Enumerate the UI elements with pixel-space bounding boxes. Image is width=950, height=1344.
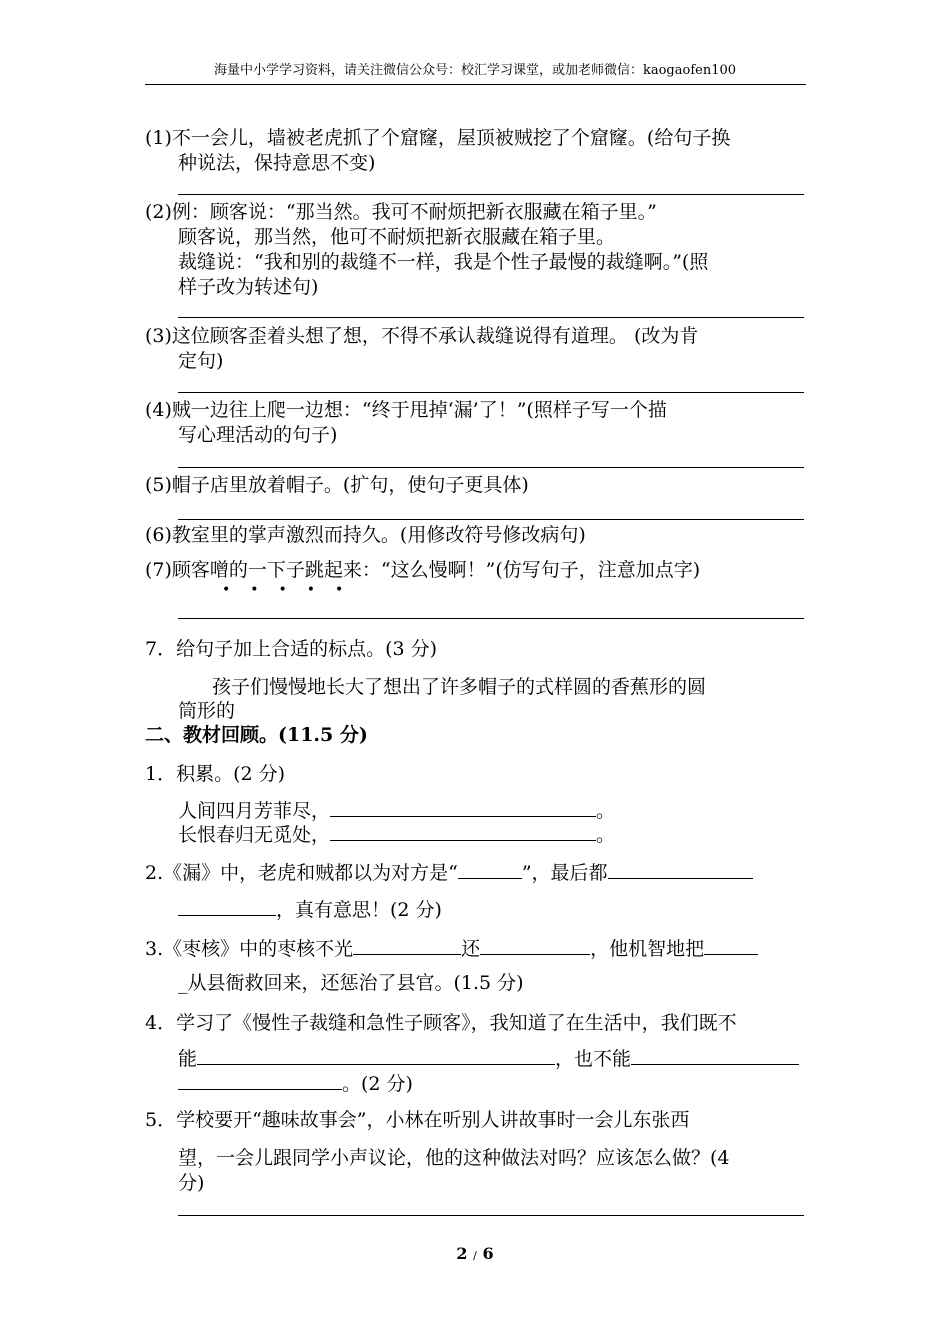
s2-q4-line1: 4．学习了《慢性子裁缝和急性子顾客》，我知道了在生活中，我们既不 bbox=[145, 1012, 737, 1034]
fill-blank[interactable] bbox=[178, 897, 276, 916]
s2-q1-line2 bbox=[178, 822, 615, 847]
answer-line[interactable] bbox=[178, 392, 804, 393]
fill-blank[interactable] bbox=[704, 936, 758, 955]
q3-text-c: ，他机智地把 bbox=[590, 938, 705, 960]
answer-line[interactable] bbox=[178, 1215, 804, 1216]
s2-q4-line2 bbox=[178, 1046, 799, 1071]
fill-blank[interactable] bbox=[197, 1046, 555, 1065]
poem-line-prompt: 长恨春归无觅处， bbox=[178, 824, 331, 846]
q6-item1-line1: (1)不一会儿，墙被老虎抓了个窟窿，屋顶被贼挖了个窟窿。(给句子换 bbox=[145, 127, 731, 149]
section2-title: 二、教材回顾。(11.5 分) bbox=[145, 724, 368, 746]
page-number bbox=[0, 1244, 950, 1263]
q6-item2-line3: 裁缝说：“我和别的裁缝不一样，我是个性子最慢的裁缝啊。”(照 bbox=[178, 251, 709, 273]
q2-text-c: ，真有意思！(2 分) bbox=[276, 899, 442, 921]
s2-q3-line1 bbox=[145, 936, 758, 961]
answer-line[interactable] bbox=[178, 618, 804, 619]
s2-q1-line1 bbox=[178, 798, 615, 823]
q6-item2-line1: (2)例：顾客说：“那当然。我可不耐烦把新衣服藏在箱子里。” bbox=[145, 201, 657, 223]
s2-q3-line2: _从县衙救回来，还惩治了县官。(1.5 分) bbox=[178, 972, 524, 994]
q7-sentence-line2: 筒形的 bbox=[178, 700, 236, 722]
poem-line-end: 。 bbox=[596, 824, 616, 846]
q6-item7-line1: (7)顾客噌的一下子跳起来：“这么慢啊！”(仿写句子，注意加点字) bbox=[145, 559, 701, 581]
q6-item4-line1: (4)贼一边往上爬一边想：“终于甩掉‘漏’了！”(照样子写一个描 bbox=[145, 399, 667, 421]
q6-item3-line2: 定句) bbox=[178, 350, 224, 372]
s2-q5-line1: 5．学校要开“趣味故事会”，小林在听别人讲故事时一会儿东张西 bbox=[145, 1109, 690, 1131]
q7-sentence-line1: 孩子们慢慢地长大了想出了许多帽子的式样圆的香蕉形的圆 bbox=[212, 676, 707, 698]
s2-q2-line1 bbox=[145, 860, 753, 885]
q6-item3-line1: (3)这位顾客歪着头想了想，不得不承认裁缝说得有道理。 (改为肯 bbox=[145, 325, 699, 347]
q6-item2-line4: 样子改为转述句) bbox=[178, 276, 319, 298]
q6-item6-line1: (6)教室里的掌声激烈而持久。(用修改符号修改病句) bbox=[145, 524, 586, 546]
fill-blank[interactable] bbox=[353, 936, 461, 955]
answer-line[interactable] bbox=[178, 317, 804, 318]
s2-q2-line2 bbox=[178, 897, 442, 922]
emphasis-dots: ••••• bbox=[222, 582, 364, 598]
q7-title: 7．给句子加上合适的标点。(3 分) bbox=[145, 638, 438, 660]
q6-item4-line2: 写心理活动的句子) bbox=[178, 424, 338, 446]
answer-line[interactable] bbox=[178, 467, 804, 468]
fill-blank[interactable] bbox=[480, 936, 590, 955]
q4-text-a: 能 bbox=[178, 1048, 198, 1070]
q3-text-a: 3.《枣核》中的枣核不光 bbox=[145, 938, 354, 960]
fill-blank[interactable] bbox=[608, 860, 753, 879]
page-header: 海量中小学学习资料，请关注微信公众号：校汇学习课堂，或加老师微信：kaogaofen100 bbox=[213, 63, 737, 78]
fill-blank[interactable] bbox=[458, 860, 522, 879]
answer-line[interactable] bbox=[178, 194, 804, 195]
poem-line-end: 。 bbox=[596, 800, 616, 822]
q4-text-b: ，也不能 bbox=[555, 1048, 632, 1070]
fill-blank[interactable] bbox=[330, 798, 596, 817]
fill-blank[interactable] bbox=[178, 1071, 342, 1090]
page-separator: / bbox=[473, 1249, 477, 1262]
q4-text-c: 。(2 分) bbox=[342, 1073, 413, 1095]
q2-text-b: ”，最后都 bbox=[521, 862, 608, 884]
s2-q5-line3: 分) bbox=[178, 1172, 205, 1194]
header-divider bbox=[145, 84, 806, 85]
poem-line-prompt: 人间四月芳菲尽， bbox=[178, 800, 331, 822]
answer-line[interactable] bbox=[178, 519, 804, 520]
s2-q5-line2: 望，一会儿跟同学小声议论，他的这种做法对吗？应该怎么做？(4 bbox=[178, 1147, 730, 1169]
s2-q4-line3 bbox=[178, 1071, 413, 1096]
fill-blank[interactable] bbox=[631, 1046, 799, 1065]
q2-text-a: 2.《漏》中，老虎和贼都以为对方是“ bbox=[145, 862, 458, 884]
q3-text-b: 还 bbox=[461, 938, 481, 960]
q6-item2-line2: 顾客说，那当然，他可不耐烦把新衣服藏在箱子里。 bbox=[178, 226, 616, 248]
current-page: 2 bbox=[456, 1244, 468, 1263]
total-pages: 6 bbox=[482, 1244, 494, 1263]
s2-q1-title: 1．积累。(2 分) bbox=[145, 763, 286, 785]
fill-blank[interactable] bbox=[330, 822, 596, 841]
q6-item1-line2: 种说法，保持意思不变) bbox=[178, 152, 376, 174]
q6-item5-line1: (5)帽子店里放着帽子。(扩句，使句子更具体) bbox=[145, 474, 529, 496]
